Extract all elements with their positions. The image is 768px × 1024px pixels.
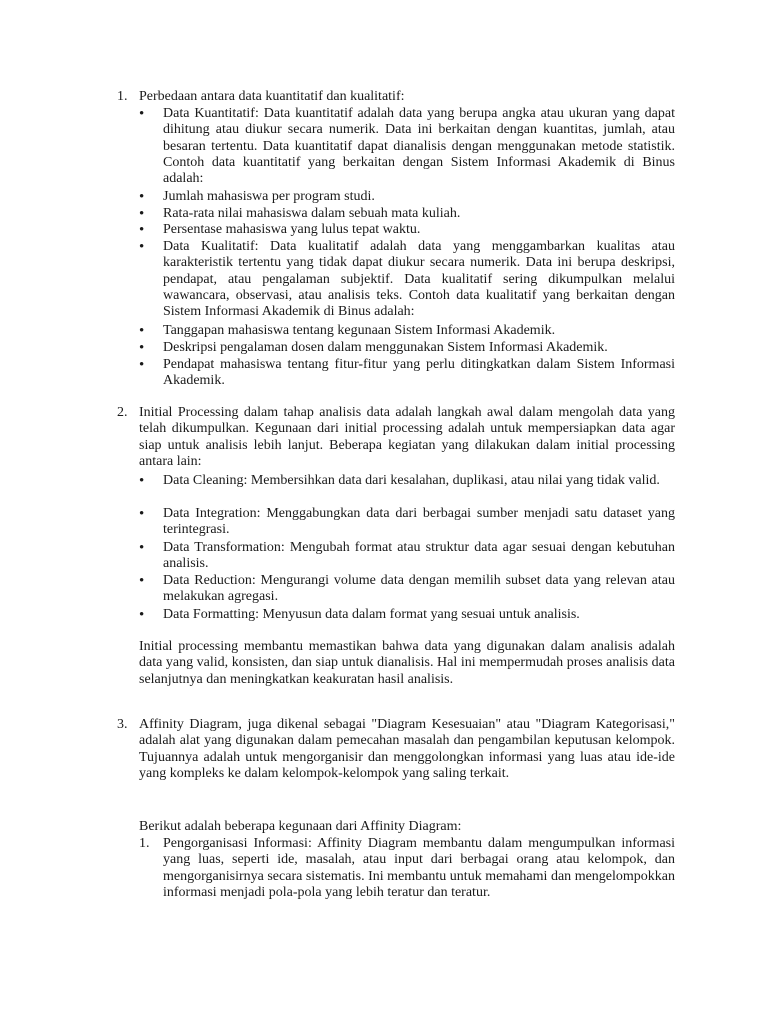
q1-bullet-5: Data Kualitatif: Data kualitatif adalah data yang menggambarkan kualitas atau karakteristik tertentu yang tidak dapat diukur secara numerik. Data ini berupa deskripsi, pendapat, atau pengalaman subjektif. Data kualitatif sering dikumpulkan melalui wawancara, observasi, atau analisis teks. Contoh data kualitatif yang berkaitan dengan Sistem Informasi Akademik di Binus adalah:: [163, 239, 675, 320]
q1-number: 1.: [117, 89, 128, 104]
q3-item-1-number: 1.: [139, 836, 150, 851]
bullet-icon: [139, 607, 159, 624]
bullet-icon: [139, 540, 159, 557]
bullet-icon: [139, 473, 159, 490]
q2-bullet-4: Data Reduction: Mengurangi volume data dengan memilih subset data yang relevan atau melakukan agregasi.: [163, 573, 675, 605]
bullet-icon: [139, 189, 159, 206]
q2-bullet-2: Data Integration: Menggabungkan data dari berbagai sumber menjadi satu dataset yang terintegrasi.: [163, 506, 675, 538]
bullet-icon: [139, 106, 159, 123]
bullet-icon: [139, 206, 159, 223]
bullet-icon: [139, 222, 159, 239]
q3-intro: Affinity Diagram, juga dikenal sebagai "Diagram Kesesuaian" atau "Diagram Kategorisasi," adalah alat yang digunakan dalam pemecahan masalah dan pengambilan keputusan kelompok. Tujuannya adalah untuk mengorganisir dan menggolongkan informasi yang luas atau ide-ide yang kompleks ke dalam kelompok-kelompok yang saling terkait.: [139, 717, 675, 781]
q1-bullet-3: Rata-rata nilai mahasiswa dalam sebuah mata kuliah.: [163, 206, 461, 221]
bullet-icon: [139, 323, 159, 340]
bullet-icon: [139, 340, 159, 357]
q1-bullet-1: Data Kuantitatif: Data kuantitatif adalah data yang berupa angka atau ukuran yang dapat dihitung atau diukur secara numerik. Data ini berkaitan dengan kuantitas, jumlah, atau besaran tertentu. Data kuantitatif dapat dianalisis dengan menggunakan metode statistik. Contoh data kuantitatif yang berkaitan dengan Sistem Informasi Akademik di Binus adalah:: [163, 106, 675, 187]
q2-number: 2.: [117, 405, 128, 420]
q2-bullet-1: Data Cleaning: Membersihkan data dari kesalahan, duplikasi, atau nilai yang tidak valid.: [163, 473, 660, 488]
q3-number: 3.: [117, 717, 128, 732]
q1-bullet-8: Pendapat mahasiswa tentang fitur-fitur yang perlu ditingkatkan dalam Sistem Informasi Akademik.: [163, 357, 675, 389]
q2-bullet-5: Data Formatting: Menyusun data dalam format yang sesuai untuk analisis.: [163, 607, 580, 622]
q3-item-1-text: Pengorganisasi Informasi: Affinity Diagram membantu dalam mengumpulkan informasi yang luas, seperti ide, masalah, atau input dari berbagai orang atau kelompok, dan mengorganisirnya secara sistematis. Ini membantu untuk memahami dan mengelompokkan informasi menjadi pola-pola yang lebih teratur dan teratur.: [163, 836, 675, 900]
q2-intro: Initial Processing dalam tahap analisis data adalah langkah awal dalam mengolah data yang telah dikumpulkan. Kegunaan dari initial processing adalah untuk mempersiapkan data agar siap untuk analisis lebih lanjut. Beberapa kegiatan yang dilakukan dalam initial processing antara lain:: [139, 405, 675, 469]
q1-intro: Perbedaan antara data kuantitatif dan kualitatif:: [139, 89, 405, 104]
bullet-icon: [139, 239, 159, 256]
q1-bullet-2: Jumlah mahasiswa per program studi.: [163, 189, 375, 204]
q2-bullet-3: Data Transformation: Mengubah format atau struktur data agar sesuai dengan kebutuhan analisis.: [163, 540, 675, 572]
bullet-icon: [139, 573, 159, 590]
bullet-icon: [139, 357, 159, 374]
q1-bullet-4: Persentase mahasiswa yang lulus tepat waktu.: [163, 222, 421, 237]
q2-closing: Initial processing membantu memastikan bahwa data yang digunakan dalam analisis adalah data yang valid, konsisten, dan siap untuk dianalisis. Hal ini mempermudah proses analisis data selanjutnya dan meningkatkan keakuratan hasil analisis.: [139, 639, 675, 687]
q3-sub-intro: Berikut adalah beberapa kegunaan dari Affinity Diagram:: [139, 819, 462, 834]
bullet-icon: [139, 506, 159, 523]
q1-bullet-6: Tanggapan mahasiswa tentang kegunaan Sistem Informasi Akademik.: [163, 323, 556, 338]
q1-bullet-7: Deskripsi pengalaman dosen dalam menggunakan Sistem Informasi Akademik.: [163, 340, 608, 355]
